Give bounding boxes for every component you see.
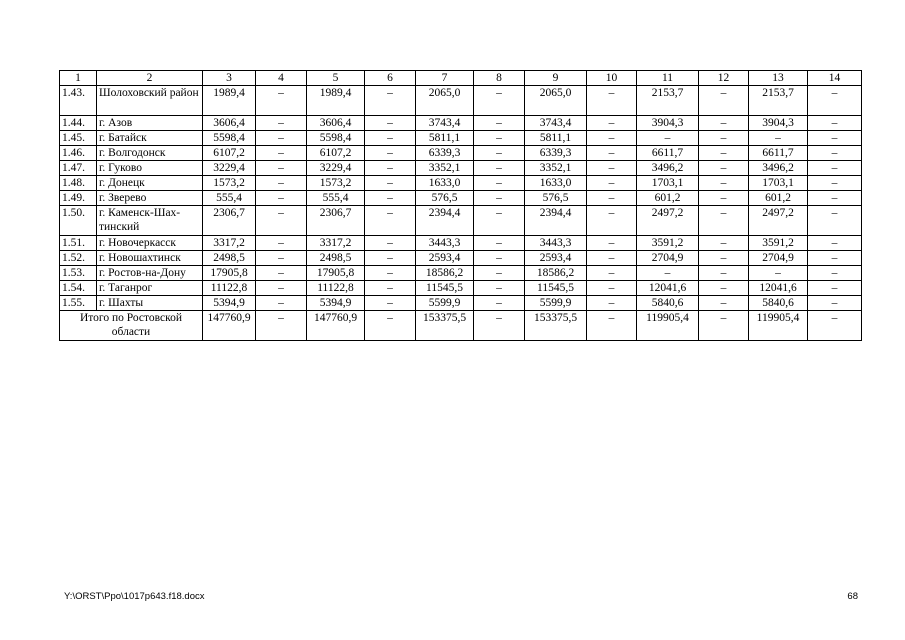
- column-header: 14: [808, 71, 862, 86]
- table-cell: 2065,0: [416, 86, 474, 116]
- table-cell: –: [474, 176, 525, 191]
- table-cell: 3229,4: [203, 161, 256, 176]
- table-cell: 18586,2: [416, 266, 474, 281]
- table-cell: –: [699, 176, 749, 191]
- table-cell: 5394,9: [203, 296, 256, 311]
- table-cell: 576,5: [416, 191, 474, 206]
- table-cell: 2153,7: [749, 86, 808, 116]
- table-cell: 1703,1: [637, 176, 699, 191]
- total-label: Итого по Ростовской области: [60, 311, 203, 341]
- column-header: 10: [587, 71, 637, 86]
- table-cell: –: [256, 131, 307, 146]
- table-cell: –: [808, 206, 862, 236]
- table-cell: –: [699, 296, 749, 311]
- total-cell: –: [256, 311, 307, 341]
- table-cell: –: [365, 146, 416, 161]
- table-cell: –: [808, 176, 862, 191]
- table-cell: –: [365, 131, 416, 146]
- total-cell: –: [699, 311, 749, 341]
- table-cell: –: [365, 281, 416, 296]
- table-cell: –: [749, 266, 808, 281]
- table-cell: 2306,7: [307, 206, 365, 236]
- table-cell: 3591,2: [637, 236, 699, 251]
- table-cell: 6107,2: [307, 146, 365, 161]
- total-cell: 119905,4: [637, 311, 699, 341]
- column-header: 2: [97, 71, 203, 86]
- table-cell: –: [808, 146, 862, 161]
- table-cell: –: [365, 296, 416, 311]
- table-cell: 5599,9: [525, 296, 587, 311]
- row-number: 1.54.: [60, 281, 97, 296]
- row-name: г. Таганрог: [97, 281, 203, 296]
- table-cell: –: [808, 161, 862, 176]
- table-cell: –: [587, 86, 637, 116]
- table-cell: 3443,3: [416, 236, 474, 251]
- table-cell: –: [256, 176, 307, 191]
- table-cell: –: [474, 131, 525, 146]
- table-cell: 3496,2: [749, 161, 808, 176]
- column-header: 4: [256, 71, 307, 86]
- row-name: г. Новошахтинск: [97, 251, 203, 266]
- table-header-row: [60, 71, 862, 86]
- table-cell: 2704,9: [749, 251, 808, 266]
- row-number: 1.44.: [60, 116, 97, 131]
- table-cell: –: [808, 266, 862, 281]
- row-name: г. Гуково: [97, 161, 203, 176]
- table-cell: 2153,7: [637, 86, 699, 116]
- table-cell: –: [587, 296, 637, 311]
- table-cell: –: [587, 251, 637, 266]
- row-number: 1.47.: [60, 161, 97, 176]
- table-cell: 5811,1: [416, 131, 474, 146]
- table-cell: –: [808, 191, 862, 206]
- table-cell: –: [365, 266, 416, 281]
- table-cell: –: [808, 131, 862, 146]
- table-row: [60, 176, 862, 191]
- row-name: г. Волгодонск: [97, 146, 203, 161]
- table-cell: 555,4: [307, 191, 365, 206]
- column-header: 9: [525, 71, 587, 86]
- table-cell: 3904,3: [749, 116, 808, 131]
- table-cell: –: [749, 131, 808, 146]
- table-cell: 6611,7: [749, 146, 808, 161]
- table-cell: 2394,4: [525, 206, 587, 236]
- table-cell: –: [474, 251, 525, 266]
- table-cell: –: [256, 296, 307, 311]
- page-number: 68: [847, 591, 858, 602]
- table-cell: 17905,8: [203, 266, 256, 281]
- table-cell: –: [587, 206, 637, 236]
- row-name: г. Батайск: [97, 131, 203, 146]
- table-cell: 3317,2: [307, 236, 365, 251]
- table-row: [60, 116, 862, 131]
- table-cell: –: [699, 161, 749, 176]
- table-cell: 2497,2: [637, 206, 699, 236]
- table-row: [60, 281, 862, 296]
- table-cell: 6611,7: [637, 146, 699, 161]
- table-cell: –: [637, 266, 699, 281]
- table-cell: –: [474, 191, 525, 206]
- table-cell: 6339,3: [416, 146, 474, 161]
- table-cell: –: [474, 236, 525, 251]
- column-header: 6: [365, 71, 416, 86]
- table-cell: –: [808, 281, 862, 296]
- column-header: 3: [203, 71, 256, 86]
- table-cell: –: [256, 146, 307, 161]
- table-cell: –: [587, 146, 637, 161]
- table-cell: –: [365, 161, 416, 176]
- table-cell: 1703,1: [749, 176, 808, 191]
- table-row: [60, 296, 862, 311]
- table-cell: 1633,0: [525, 176, 587, 191]
- table-cell: –: [365, 176, 416, 191]
- row-number: 1.51.: [60, 236, 97, 251]
- table-cell: –: [365, 86, 416, 116]
- table-cell: –: [808, 116, 862, 131]
- table-cell: 5598,4: [203, 131, 256, 146]
- row-name: г. Шахты: [97, 296, 203, 311]
- table-cell: 1633,0: [416, 176, 474, 191]
- table-cell: 3352,1: [416, 161, 474, 176]
- table-cell: –: [587, 131, 637, 146]
- table-cell: –: [699, 206, 749, 236]
- total-cell: 147760,9: [203, 311, 256, 341]
- table-cell: 5394,9: [307, 296, 365, 311]
- footer-file-path: Y:\ORST\Ppo\1017p643.f18.docx: [64, 591, 205, 602]
- table-cell: 6339,3: [525, 146, 587, 161]
- table-cell: –: [474, 86, 525, 116]
- table-row: [60, 131, 862, 146]
- table-cell: 1989,4: [307, 86, 365, 116]
- total-cell: –: [808, 311, 862, 341]
- table-row: [60, 191, 862, 206]
- table-cell: 2497,2: [749, 206, 808, 236]
- table-row: [60, 206, 862, 236]
- table-cell: 576,5: [525, 191, 587, 206]
- table-cell: –: [365, 116, 416, 131]
- table-cell: –: [587, 236, 637, 251]
- table-cell: –: [474, 266, 525, 281]
- table-cell: 17905,8: [307, 266, 365, 281]
- row-name: г. Азов: [97, 116, 203, 131]
- row-number: 1.55.: [60, 296, 97, 311]
- row-name: г. Каменск-Шах-тинский: [97, 206, 203, 236]
- table-cell: 2593,4: [525, 251, 587, 266]
- table-cell: 2593,4: [416, 251, 474, 266]
- column-header: 5: [307, 71, 365, 86]
- row-name: г. Зверево: [97, 191, 203, 206]
- table-row: [60, 86, 862, 116]
- table-cell: 11545,5: [525, 281, 587, 296]
- table-cell: –: [474, 281, 525, 296]
- table-cell: –: [256, 191, 307, 206]
- column-header: 11: [637, 71, 699, 86]
- table-cell: –: [587, 191, 637, 206]
- row-number: 1.49.: [60, 191, 97, 206]
- column-header: 12: [699, 71, 749, 86]
- table-cell: –: [699, 251, 749, 266]
- table-cell: –: [256, 116, 307, 131]
- table-cell: –: [365, 236, 416, 251]
- table-cell: 3743,4: [416, 116, 474, 131]
- table-cell: –: [808, 251, 862, 266]
- table-row: [60, 236, 862, 251]
- total-cell: 153375,5: [416, 311, 474, 341]
- table-row: [60, 161, 862, 176]
- row-name: г. Ростов-на-Дону: [97, 266, 203, 281]
- table-cell: 2704,9: [637, 251, 699, 266]
- table-cell: 601,2: [749, 191, 808, 206]
- table-cell: 5840,6: [637, 296, 699, 311]
- total-row: [60, 311, 862, 341]
- table-cell: –: [365, 251, 416, 266]
- table-cell: –: [699, 266, 749, 281]
- table-cell: 5811,1: [525, 131, 587, 146]
- table-cell: –: [474, 296, 525, 311]
- table-cell: –: [699, 146, 749, 161]
- row-number: 1.43.: [60, 86, 97, 116]
- table-cell: 3904,3: [637, 116, 699, 131]
- table-cell: 2394,4: [416, 206, 474, 236]
- table-cell: –: [587, 116, 637, 131]
- table-cell: 11122,8: [203, 281, 256, 296]
- total-cell: 119905,4: [749, 311, 808, 341]
- row-number: 1.53.: [60, 266, 97, 281]
- table-cell: 3229,4: [307, 161, 365, 176]
- table-cell: 2306,7: [203, 206, 256, 236]
- table-cell: –: [808, 86, 862, 116]
- total-cell: 147760,9: [307, 311, 365, 341]
- column-header: 13: [749, 71, 808, 86]
- table-cell: –: [587, 161, 637, 176]
- table-cell: 2498,5: [203, 251, 256, 266]
- column-header: 1: [60, 71, 97, 86]
- row-name: г. Новочеркасск: [97, 236, 203, 251]
- table-cell: –: [587, 176, 637, 191]
- row-name: Шолоховский район: [97, 86, 203, 116]
- table-cell: –: [474, 206, 525, 236]
- table-cell: –: [474, 116, 525, 131]
- table-cell: 3352,1: [525, 161, 587, 176]
- table-cell: –: [808, 296, 862, 311]
- table-cell: –: [256, 206, 307, 236]
- table-cell: 3317,2: [203, 236, 256, 251]
- table-cell: –: [365, 206, 416, 236]
- table-cell: –: [699, 191, 749, 206]
- table-cell: –: [699, 281, 749, 296]
- table-cell: 601,2: [637, 191, 699, 206]
- row-number: 1.46.: [60, 146, 97, 161]
- table-cell: –: [256, 86, 307, 116]
- table-cell: 12041,6: [749, 281, 808, 296]
- row-name: г. Донецк: [97, 176, 203, 191]
- table-cell: 3606,4: [307, 116, 365, 131]
- table-row: [60, 251, 862, 266]
- table-cell: –: [699, 86, 749, 116]
- table-cell: –: [699, 116, 749, 131]
- table-cell: 3591,2: [749, 236, 808, 251]
- table-cell: –: [256, 251, 307, 266]
- table-cell: 12041,6: [637, 281, 699, 296]
- table-cell: 5840,6: [749, 296, 808, 311]
- table-cell: 5598,4: [307, 131, 365, 146]
- table-cell: –: [587, 281, 637, 296]
- table-cell: 3496,2: [637, 161, 699, 176]
- table-cell: 5599,9: [416, 296, 474, 311]
- table-cell: 3743,4: [525, 116, 587, 131]
- data-table: [59, 70, 862, 341]
- row-number: 1.48.: [60, 176, 97, 191]
- total-cell: –: [365, 311, 416, 341]
- table-cell: 1989,4: [203, 86, 256, 116]
- table-cell: 1573,2: [307, 176, 365, 191]
- table-cell: –: [474, 146, 525, 161]
- table-cell: 3606,4: [203, 116, 256, 131]
- table-cell: 2498,5: [307, 251, 365, 266]
- table-cell: –: [365, 191, 416, 206]
- row-number: 1.50.: [60, 206, 97, 236]
- table-cell: 11122,8: [307, 281, 365, 296]
- table-cell: –: [256, 281, 307, 296]
- table-row: [60, 146, 862, 161]
- table-cell: –: [256, 266, 307, 281]
- table-cell: 1573,2: [203, 176, 256, 191]
- table-cell: 11545,5: [416, 281, 474, 296]
- table-cell: –: [637, 131, 699, 146]
- table-cell: –: [256, 236, 307, 251]
- column-header: 7: [416, 71, 474, 86]
- table-cell: –: [474, 161, 525, 176]
- table-cell: –: [699, 131, 749, 146]
- table-row: [60, 266, 862, 281]
- table-cell: –: [808, 236, 862, 251]
- total-cell: 153375,5: [525, 311, 587, 341]
- total-cell: –: [474, 311, 525, 341]
- row-number: 1.45.: [60, 131, 97, 146]
- table-cell: 18586,2: [525, 266, 587, 281]
- table-cell: 2065,0: [525, 86, 587, 116]
- column-header: 8: [474, 71, 525, 86]
- table-cell: 6107,2: [203, 146, 256, 161]
- table-cell: 555,4: [203, 191, 256, 206]
- table-cell: –: [699, 236, 749, 251]
- table-cell: –: [256, 161, 307, 176]
- table-cell: –: [587, 266, 637, 281]
- total-cell: –: [587, 311, 637, 341]
- row-number: 1.52.: [60, 251, 97, 266]
- table-cell: 3443,3: [525, 236, 587, 251]
